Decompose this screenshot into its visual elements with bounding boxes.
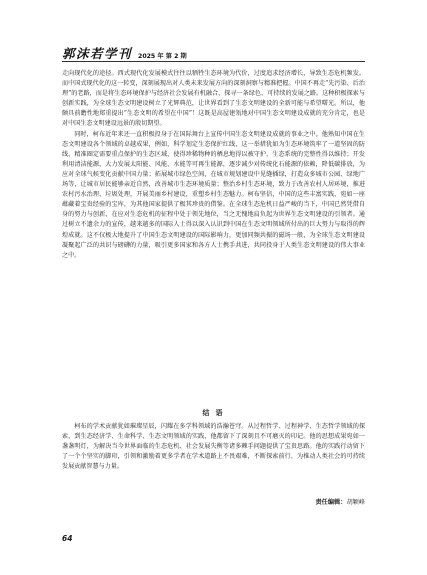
page-number: 64 xyxy=(62,534,73,543)
journal-title: 郭沫若学刊 xyxy=(62,46,133,61)
conclusion-paragraph: 柯布的学术贡献犹如璀璨星辰，闪耀在多学科领域的浩瀚苍穹。从过程哲学、过程神学、生态哲学领域的探索，到生态经济学、生命科学、生态文明领域的实践，他都留下了深刻且不可磨灭的印记。他的思想成果宛如一盏盏明灯，为解决当今世界面临的生态危机、社会发展失衡等诸多棘手问题提供了宝贵思路。他的实践行动留下了一个个坚实的脚印，引领和激励着更多学者在学术道路上不畏艰难，不断探索前行，为推动人类社会的可持续发展贡献智慧与力量。 xyxy=(62,423,365,471)
body-paragraph: 走向现代化的途径。西式现代化发展模式往往以牺牲生态环境为代价，过度追求经济增长，导致生态危机频发。而中国式现代化的这一转变，深刻展现出对人类未来发展方向的深刻洞察与精准把握。中国不再走“先污染、后治理”的老路，而是将生态环境保护与经济社会发展有机融合，探寻一条绿色、可持续的发展之路。这种积极探索与创新实践，为全球生态文明建设树立了光辉典范，让世界看到了生态文明建设的全新可能与希望曙光。所以，他颇具前瞻性地郑重提出“生态文明的希望在中国”！这既是高屋建瓴地对中国生态文明建设成就的充分肯定，也是对中国生态文明建设远景的殷切期望。 xyxy=(62,70,365,128)
editor-label: 责任编辑： xyxy=(315,499,347,506)
header-rule xyxy=(62,61,365,62)
body-paragraph: 同时，柯布近年来还一直积极投身于在国际舞台上宣传中国生态文明建设成就的事业之中。他熟知中国在生态文明建设各个领域的卓越成果，例如，科学划定生态保护红线，这一举措犹如为生态环境筑牢了一道坚固的防线，精准圈定需要重点保护的生态区域，使得珍稀物种的栖息地得以被守护，生态系统的完整性得以维持；开发利用清洁能源，大力发展太阳能、风能、水能等可再生能源，逐步减少对传统化石能源的依赖，降低碳排放，为应对全球气候变化贡献中国力量；拓展城市绿色空间，在城市规划建设中见缝插绿，打造众多城市公园、绿地广场等，让城市居民能够亲近自然，改善城市生态环境质量；整治乡村生态环境，致力于改善农村人居环境，推进农村污水治理、垃圾处理，开展美丽乡村建设，重塑乡村生态魅力。柯布坚信，中国的这些丰富实践，宛如一座蕴藏着宝贵经验的宝库，为其他国家提供了极其珍贵的借鉴。在全球生态危机日益严峻的当下，中国已然凭借自身的努力与创新，在应对生态危机的征程中处于领先地位，当之无愧地肩负起为世界生态文明建设的引领者。通过树立不遗余力的宣传，越来越多的国际人士得以深入认识到中国在生态文明领域所付出的巨大努力与取得的辉煌成就。这不仅极大地提升了中国生态文明建设的国际影响力，更加同频共振的磁场一般，为全球生态文明建设凝聚起广泛的共识与磅礴的力量，吸引更多国家和各方人士携手共进，共同投身于人类生态文明建设的伟大事业之中。 xyxy=(62,130,365,259)
journal-header xyxy=(62,44,187,62)
editor-name: 胡颖峰 xyxy=(346,499,365,506)
issue-label: 2025 年 第 2 期 xyxy=(138,53,187,60)
conclusion-heading: 结 语 xyxy=(202,409,225,417)
body-text xyxy=(62,69,365,261)
conclusion-text xyxy=(62,422,365,472)
editor-credit xyxy=(316,497,366,506)
